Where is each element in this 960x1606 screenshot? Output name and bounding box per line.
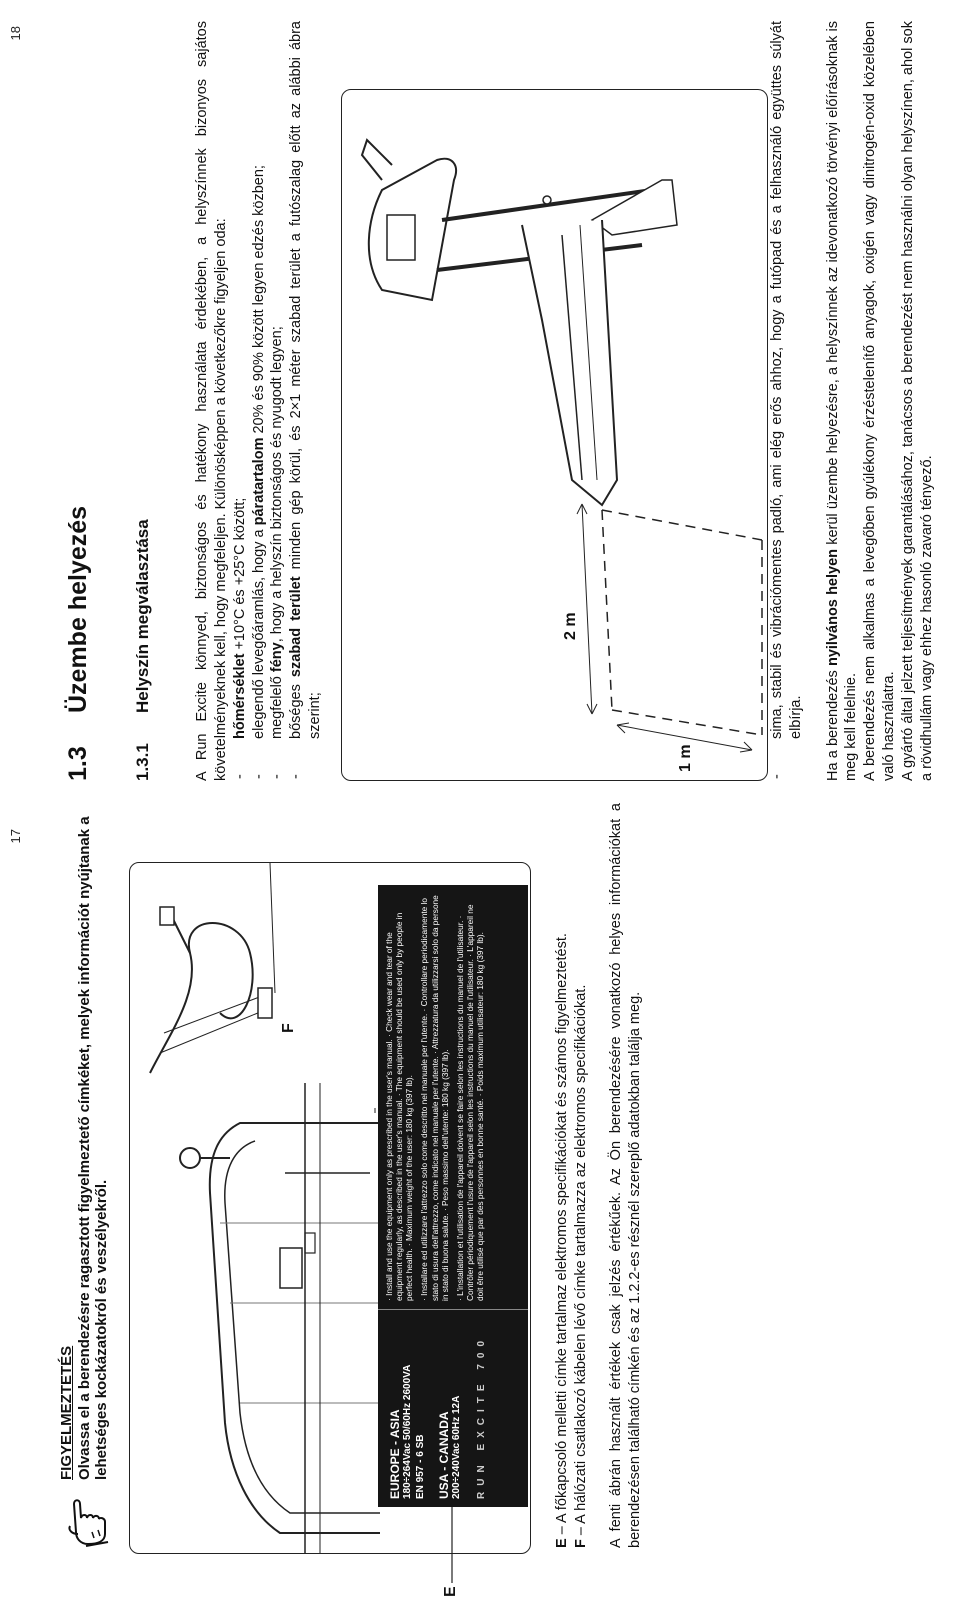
figure-label-e: E bbox=[442, 1586, 460, 1597]
caption-f: – A hálózati csatlakozó kábelen lévő címke tartalmazza az elektromos specifikációkat. bbox=[572, 984, 589, 1540]
figure-captions bbox=[553, 803, 591, 1548]
warning-title: FIGYELMEZTETÉS bbox=[58, 1345, 75, 1480]
intro-paragraph: A Run Excite könnyed, biztonságos és hatékony használata érdekében, a helyszínnek bizonyos sajátos követelményeknek kell, hogy megfeleljen. Különösképpen a következőkre figyeljen oda: bbox=[194, 21, 229, 781]
clearance-figure bbox=[341, 89, 768, 781]
section-number: 1.3 bbox=[64, 746, 92, 781]
requirements-list bbox=[231, 21, 325, 781]
section-title: Üzembe helyezés bbox=[64, 505, 92, 713]
instructions-it: · Installare ed utilizzare l'attrezzo solo come descritto nel manuale per l'utente. · Controllare periodicamente lo stato di usura dell'attrezzo, come indicato nel manuale per l'utente. · Attrezzatura da utilizzarsi solo da persone in stato di buona salute. · Peso massimo dell'utente: 180 kg (397 lb). bbox=[419, 895, 450, 1301]
spec-usa-1: 200÷240Vac 60Hz 12A bbox=[451, 1395, 463, 1499]
floor-requirement-list bbox=[768, 21, 806, 781]
warning-block bbox=[58, 803, 111, 1548]
site-requirements bbox=[193, 21, 325, 781]
caption-e-letter: E bbox=[554, 1538, 571, 1548]
section-heading bbox=[64, 21, 93, 781]
note-paragraph: A fenti ábrán használt értékek csak jelzés értékűek. Az Ön berendezésére vonatkozó helyes információkat a berendezésen található címkén és az 1.2.2-es résznél szereplő adatokban találja meg. bbox=[607, 803, 643, 1548]
page-17 bbox=[0, 803, 960, 1606]
subsection-number: 1.3.1 bbox=[133, 743, 152, 781]
label-e-leader-line bbox=[442, 1503, 462, 1583]
spec-europe-1: 180÷264Vac 50/60Hz 2600VA bbox=[402, 1364, 414, 1499]
instructions-fr: · L'installation et l'utilisation de l'appareil doivent se faire selon les instructions du manuel de l'utilisateur. · Contrôler périodiquement l'usure de l'appareil selon les instructions du manuel de l'utilisateur. · L'appareil ne doit être utilisé que par des personnes en bonne santé. · Poids maximum utilisateur: 180 kg (397 lb). bbox=[454, 904, 485, 1301]
figure-label-f: F bbox=[280, 1023, 298, 1033]
spec-europe-2: EN 957 - 6 SB bbox=[414, 1434, 426, 1499]
list-item: - megfelelő fény, hogy a helyszín biztonságos és nyugodt legyen; bbox=[268, 21, 287, 781]
list-item: - hőmérséklet +10°C és +25°C között; bbox=[231, 21, 250, 781]
warning-text: Olvassa el a berendezésre ragasztott figyelmeztető címkéket, melyek információt nyújtanak a lehetséges kockázatokról és veszélyekről. bbox=[75, 816, 111, 1480]
subsection-title: Helyszín megválasztása bbox=[133, 519, 152, 713]
page-18-content bbox=[58, 21, 937, 781]
list-item: - elegendő levegőáramlás, hogy a páratartalom 20% és 90% között legyen edzés közben; bbox=[250, 21, 269, 781]
treadmill-clearance-drawing bbox=[342, 90, 767, 780]
list-item: - bőséges szabad terület minden gép körül, és 2×1 méter szabad terület a futószalag előtt az alábbi ábra szerint; bbox=[287, 21, 325, 781]
page-number: 18 bbox=[8, 26, 23, 41]
caption-e: – A főkapcsoló melletti címke tartalmaz elektromos specifikációkat és számos figyelmeztetést. bbox=[554, 933, 571, 1539]
region-europe-asia: EUROPE - ASIA bbox=[388, 1409, 403, 1499]
closing-paragraph-3: A gyártó által jelzett teljesítmények garantálásához, tanácsos a berendezést nem használni olyan helyszínen, ahol sok a rövidhullám vagy ehhez hasonló zavaró tényező. bbox=[899, 21, 935, 781]
pointing-hand-icon bbox=[58, 1492, 110, 1548]
instructions-en: · Install and use the equipment only as prescribed in the user's manual. · Check wear and tear of the equipment regularly, as described in the user's manual. · The equipment should be used only by people in perfect health. · Maximum weight of the user: 180 kg (397 lb). bbox=[384, 912, 415, 1301]
treadmill-label-figure bbox=[129, 862, 531, 1597]
closing-paragraphs: Ha a berendezés nyilvános helyen kerül üzembe helyezésre, a helyszínnek az idevonatkozó törvényi előírásoknak is meg kell felelnie. A berendezés nem alkalmas a levegőben gyúlékony érzéstelenítő anyagok, oxigén vagy dinitrogén-oxid közelében való használatra. A gyártó által jelzett teljesítmények garantálásához, tanácsos a berendezést nem használni olyan helyszínen, ahol sok a rövidhullám vagy ehhez hasonló zavaró tényező. bbox=[824, 20, 935, 781]
region-usa-canada: USA - CANADA bbox=[437, 1411, 452, 1499]
electrical-spec-label bbox=[378, 885, 528, 1507]
page-17-content bbox=[58, 803, 644, 1597]
model-name: RUN EXCITE 700 bbox=[475, 1334, 487, 1499]
dimension-2m: 2 m bbox=[561, 612, 579, 640]
treadmill-motor-cover-drawing bbox=[130, 863, 380, 1553]
closing-paragraph-2: A berendezés nem alkalmas a levegőben gyúlékony érzéstelenítő anyagok, oxigén vagy dinitrogén-oxid közelében való használatra. bbox=[862, 21, 898, 781]
caption-f-letter: F bbox=[572, 1539, 589, 1548]
dimension-1m: 1 m bbox=[676, 744, 694, 772]
list-item: - sima, stabil és vibrációmentes padló, ami elég erős ahhoz, hogy a futópad és a felhasználó együttes súlyát elbírja. bbox=[768, 21, 806, 781]
page-number: 17 bbox=[8, 829, 23, 844]
subsection-heading bbox=[133, 21, 153, 781]
